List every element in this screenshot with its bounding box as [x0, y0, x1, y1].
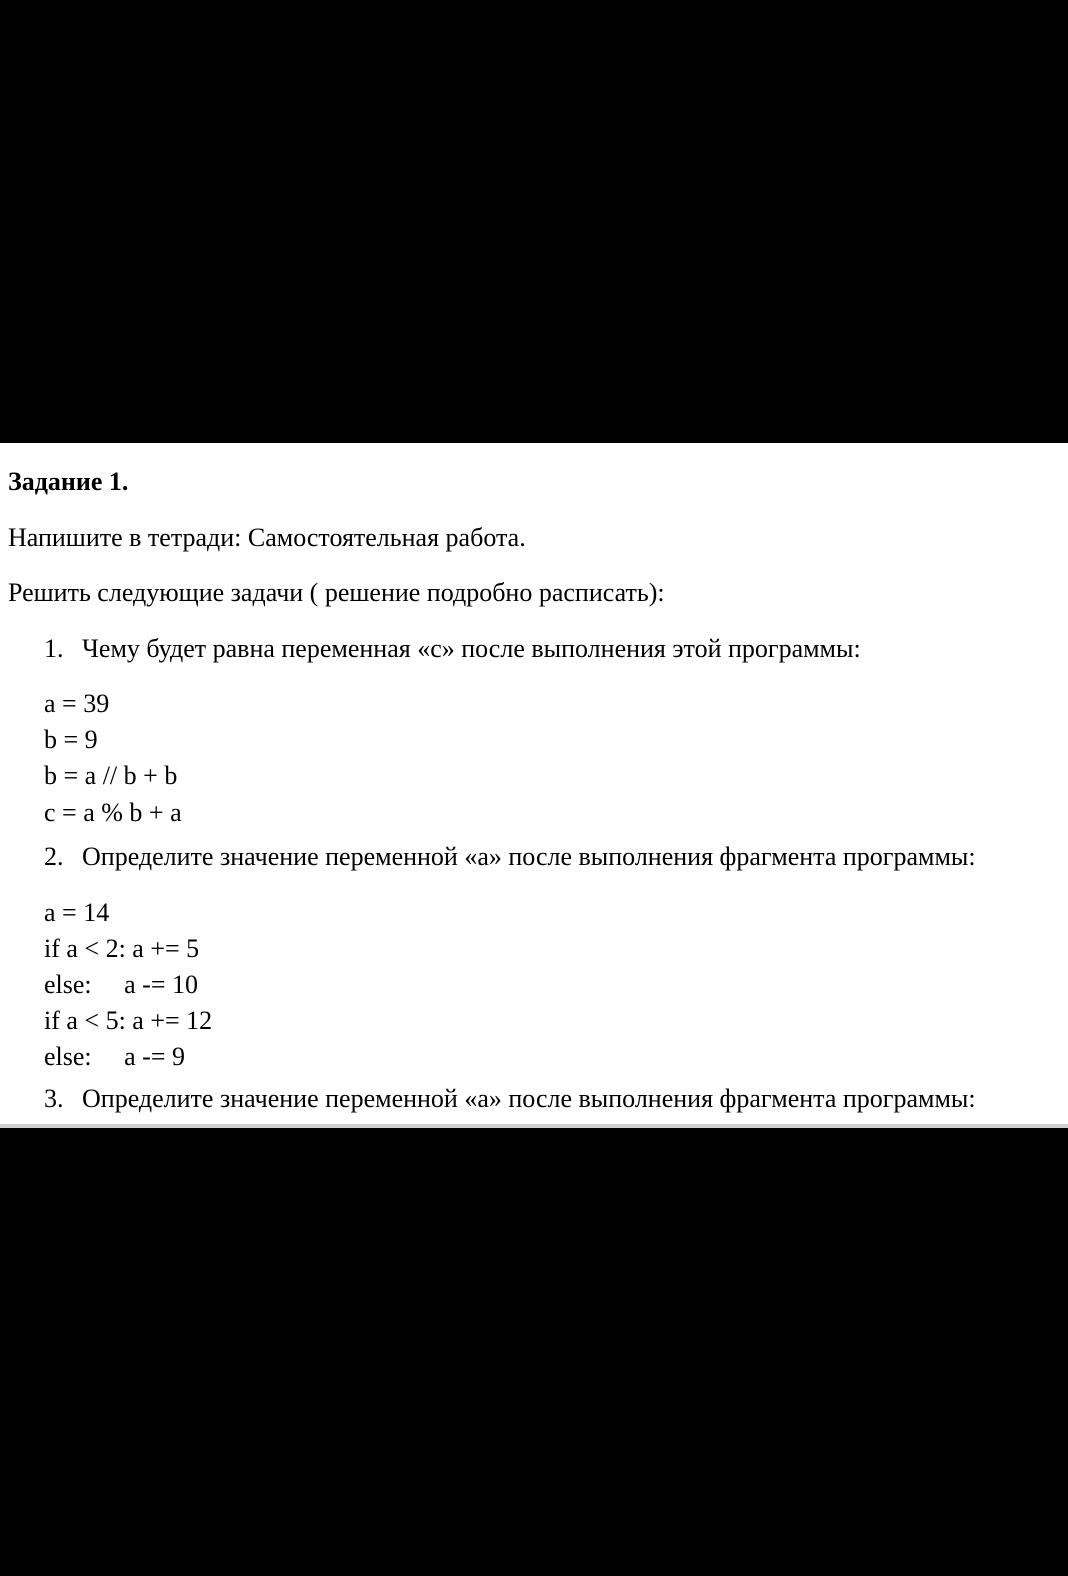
task-intro-text: Решить следующие задачи ( решение подробно расписать):: [8, 578, 665, 607]
code-line: c = a % b + a: [44, 798, 182, 827]
problem-2-question: Определите значение переменной «а» после выполнения фрагмента программы:: [82, 842, 976, 871]
problem-3-number: 3.: [44, 1084, 64, 1113]
problem-1-question: Чему будет равна переменная «с» после выполнения этой программы:: [82, 634, 861, 663]
code-line: a = 39: [44, 689, 110, 718]
problem-1-number: 1.: [44, 634, 64, 663]
code-line: a = 14: [44, 898, 110, 927]
problem-3-question: Определите значение переменной «а» после выполнения фрагмента программы:: [82, 1084, 976, 1113]
problem-1-heading: [44, 634, 861, 664]
code-line: if a < 2: a += 5: [44, 934, 200, 963]
code-line: else: a -= 9: [44, 1042, 186, 1071]
code-line: b = a // b + b: [44, 761, 178, 790]
problem-2-number: 2.: [44, 842, 64, 871]
problem-3-heading: [44, 1084, 976, 1114]
task-title: Задание 1.: [8, 467, 129, 496]
document-sheet: [0, 443, 1068, 1128]
code-line: b = 9: [44, 725, 98, 754]
instruction-text: Напишите в тетради: Самостоятельная работа.: [8, 523, 526, 552]
problem-2-heading: [44, 842, 976, 872]
code-line: else: a -= 10: [44, 970, 199, 999]
code-line: if a < 5: a += 12: [44, 1006, 213, 1035]
